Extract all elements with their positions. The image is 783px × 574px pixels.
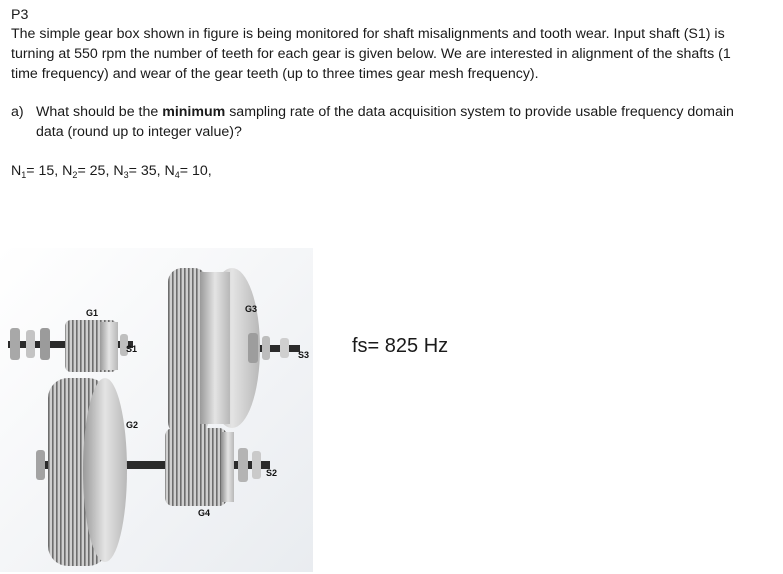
label-g2: G2 xyxy=(126,420,139,430)
problem-label: P3 xyxy=(11,7,29,23)
teeth-counts xyxy=(11,161,212,181)
teeth-n3: $N_3= 35$, xyxy=(113,163,165,180)
gearbox-figure xyxy=(0,248,313,572)
question-text-after: sampling rate of the data acquisition system to provide usable frequency domain data (round up to integer value)? xyxy=(36,104,734,140)
problem-intro: The simple gear box shown in figure is being monitored for shaft misalignments and tooth wear. Input shaft (S1) is turning at 550 rpm the number of teeth for each gear is given below. We are interested in alignment of the shafts (1 time frequency) and wear of the gear teeth (up to three times gear mesh frequency). xyxy=(11,26,731,82)
question-text xyxy=(11,102,751,142)
label-g3: G3 xyxy=(245,304,258,314)
label-s3: S3 xyxy=(298,350,310,360)
question-marker: a) xyxy=(11,104,24,120)
teeth-n2: $N_2= 25$, xyxy=(62,163,114,180)
label-s2: S2 xyxy=(266,468,278,478)
question-text-before: What should be the xyxy=(36,104,163,120)
label-s1: S1 xyxy=(126,344,138,354)
gear-g3 xyxy=(168,268,260,436)
question-a xyxy=(11,102,751,142)
gear-g4 xyxy=(165,428,234,506)
teeth-n4: $N_4= 10$, xyxy=(164,163,212,180)
gear-g1 xyxy=(65,320,118,372)
label-g4: G4 xyxy=(198,508,211,518)
question-emphasis: minimum xyxy=(162,104,226,120)
figure-background xyxy=(0,248,313,572)
gear-g2 xyxy=(48,378,127,566)
label-g1: G1 xyxy=(86,308,99,318)
answer-sampling-rate: fs= 825 Hz xyxy=(352,335,449,357)
teeth-n1: $N_1= 15$, xyxy=(11,163,63,180)
